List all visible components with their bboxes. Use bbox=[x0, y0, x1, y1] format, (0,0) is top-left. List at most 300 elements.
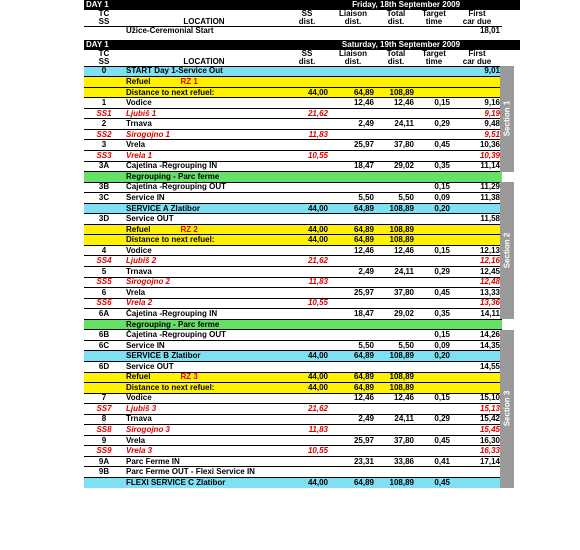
target-cell: 0,09 bbox=[416, 193, 452, 204]
location-cell: Sirogojno 1 bbox=[124, 129, 284, 140]
itinerary-row bbox=[84, 393, 520, 404]
total-cell bbox=[376, 298, 416, 309]
target-cell bbox=[416, 319, 452, 330]
target-cell: 0,20 bbox=[416, 351, 452, 362]
itinerary-row bbox=[84, 456, 520, 467]
total-cell bbox=[376, 256, 416, 267]
liaison-cell: 18,47 bbox=[330, 161, 376, 172]
liaison-cell: 64,89 bbox=[330, 351, 376, 362]
tc-cell: 6 bbox=[84, 288, 124, 299]
col-tc: TC bbox=[98, 49, 110, 58]
ss-dist-cell bbox=[284, 119, 330, 130]
target-cell bbox=[416, 235, 452, 246]
day-label: DAY 1 bbox=[84, 0, 124, 10]
col-first2: car due bbox=[462, 16, 492, 26]
total-cell bbox=[376, 361, 416, 372]
itinerary-row bbox=[84, 235, 520, 246]
location-cell: Sirogojno 2 bbox=[124, 277, 284, 288]
total-cell bbox=[376, 467, 416, 478]
total-cell: 37,80 bbox=[376, 435, 416, 446]
liaison-cell: 12,46 bbox=[330, 393, 376, 404]
tc-cell: SS9 bbox=[84, 446, 124, 457]
target-cell: 0,15 bbox=[416, 98, 452, 109]
ss-dist-cell: 44,00 bbox=[284, 477, 330, 487]
liaison-cell bbox=[330, 182, 376, 193]
location-cell: Parc Ferme OUT - Flexi Service IN bbox=[124, 467, 284, 478]
first-car-cell bbox=[452, 319, 502, 330]
ss-dist-cell bbox=[284, 77, 330, 88]
ss-dist-cell bbox=[284, 361, 330, 372]
liaison-cell bbox=[330, 77, 376, 88]
total-cell: 24,11 bbox=[376, 414, 416, 425]
liaison-cell: 23,31 bbox=[330, 456, 376, 467]
location-cell: Parc Ferme IN bbox=[124, 456, 284, 467]
tc-cell bbox=[84, 383, 124, 394]
itinerary-row bbox=[84, 404, 520, 415]
location-cell: Vodice bbox=[124, 98, 284, 109]
liaison-cell: 12,46 bbox=[330, 245, 376, 256]
itinerary-row bbox=[84, 108, 520, 119]
itinerary-row bbox=[84, 351, 520, 362]
section-marker bbox=[500, 330, 514, 488]
first-car-cell: 15,10 bbox=[452, 393, 502, 404]
location-cell: Regrouping - Parc ferme bbox=[124, 172, 284, 183]
location-cell: Čajetina -Regrouping IN bbox=[124, 161, 284, 172]
tc-cell: SS6 bbox=[84, 298, 124, 309]
total-cell bbox=[376, 172, 416, 183]
ss-dist-cell bbox=[284, 456, 330, 467]
ss-dist-cell: 11,83 bbox=[284, 277, 330, 288]
itinerary-row bbox=[84, 245, 520, 256]
total-cell bbox=[376, 108, 416, 119]
liaison-cell bbox=[330, 66, 376, 77]
itinerary-row bbox=[84, 98, 520, 109]
total-cell: 12,46 bbox=[376, 245, 416, 256]
itinerary-row bbox=[84, 129, 520, 140]
total-cell: 108,89 bbox=[376, 372, 416, 383]
tc-cell bbox=[84, 372, 124, 383]
ss-dist-cell: 21,62 bbox=[284, 256, 330, 267]
ss-dist-cell: 11,83 bbox=[284, 129, 330, 140]
liaison-cell bbox=[330, 256, 376, 267]
tc-cell bbox=[84, 319, 124, 330]
ss-dist-cell bbox=[284, 98, 330, 109]
tc-cell: 3C bbox=[84, 193, 124, 204]
itinerary-row bbox=[84, 77, 520, 88]
tc-cell: 1 bbox=[84, 98, 124, 109]
total-cell: 108,89 bbox=[376, 203, 416, 214]
itinerary-row bbox=[84, 214, 520, 225]
refuel-zone-label: RZ 2 bbox=[180, 224, 198, 234]
total-cell: 12,46 bbox=[376, 393, 416, 404]
day1-friday-table bbox=[84, 0, 520, 488]
location-cell: Distance to next refuel: bbox=[124, 383, 284, 394]
ss-dist-cell bbox=[284, 467, 330, 478]
total-cell bbox=[376, 277, 416, 288]
col-target2: time bbox=[425, 56, 443, 66]
target-cell bbox=[416, 256, 452, 267]
ceremonial-start-time: 18,01 bbox=[452, 26, 502, 36]
total-cell bbox=[376, 446, 416, 457]
itinerary-document bbox=[84, 0, 520, 488]
day-label: DAY 1 bbox=[84, 40, 124, 50]
day-date: Friday, 18th September 2009 bbox=[124, 0, 520, 10]
total-cell: 108,89 bbox=[376, 235, 416, 246]
tc-cell bbox=[84, 203, 124, 214]
target-cell bbox=[416, 129, 452, 140]
first-car-cell: 11,29 bbox=[452, 182, 502, 193]
tc-cell: 8 bbox=[84, 414, 124, 425]
tc-cell: 6B bbox=[84, 330, 124, 341]
location-cell: Čajetina -Regrouping IN bbox=[124, 309, 284, 320]
liaison-cell bbox=[330, 151, 376, 162]
col-liaison: Liaison bbox=[338, 9, 367, 18]
location-cell: Vrela 3 bbox=[124, 446, 284, 457]
location-cell: Vrela 1 bbox=[124, 151, 284, 162]
col-first: First bbox=[468, 9, 486, 18]
first-car-cell: 12,13 bbox=[452, 245, 502, 256]
total-cell: 12,46 bbox=[376, 98, 416, 109]
itinerary-rows bbox=[84, 66, 520, 487]
target-cell: 0,45 bbox=[416, 140, 452, 151]
ss-dist-cell bbox=[284, 435, 330, 446]
first-car-cell: 10,39 bbox=[452, 151, 502, 162]
liaison-cell bbox=[330, 467, 376, 478]
liaison-cell: 64,89 bbox=[330, 203, 376, 214]
total-cell: 37,80 bbox=[376, 140, 416, 151]
liaison-cell bbox=[330, 319, 376, 330]
first-car-cell bbox=[452, 87, 502, 98]
first-car-cell bbox=[452, 77, 502, 88]
itinerary-row bbox=[84, 372, 520, 383]
tc-cell: 5 bbox=[84, 267, 124, 278]
itinerary-row bbox=[84, 267, 520, 278]
tc-cell bbox=[84, 77, 124, 88]
liaison-cell bbox=[330, 129, 376, 140]
location-cell: Refuel RZ 2 bbox=[124, 224, 284, 235]
col-ss: SS bbox=[98, 16, 110, 26]
first-car-cell: 9,51 bbox=[452, 129, 502, 140]
location-cell: SERVICE B Zlatibor bbox=[124, 351, 284, 362]
total-cell: 24,11 bbox=[376, 119, 416, 130]
location-cell: Ljubiš 3 bbox=[124, 404, 284, 415]
liaison-cell bbox=[330, 108, 376, 119]
col-location: LOCATION bbox=[183, 56, 225, 66]
ss-dist-cell: 44,00 bbox=[284, 203, 330, 214]
total-cell bbox=[376, 66, 416, 77]
location-cell: Service OUT bbox=[124, 361, 284, 372]
location-cell: Refuel RZ 3 bbox=[124, 372, 284, 383]
target-cell bbox=[416, 446, 452, 457]
target-cell bbox=[416, 87, 452, 98]
itinerary-row bbox=[84, 203, 520, 214]
first-car-cell: 17,14 bbox=[452, 456, 502, 467]
first-car-cell: 10,36 bbox=[452, 140, 502, 151]
location-cell: Trnava bbox=[124, 267, 284, 278]
target-cell bbox=[416, 425, 452, 436]
location-cell: Čajetina -Regrouping OUT bbox=[124, 330, 284, 341]
section-marker bbox=[500, 182, 514, 319]
target-cell: 0,15 bbox=[416, 330, 452, 341]
tc-cell: SS1 bbox=[84, 108, 124, 119]
itinerary-row bbox=[84, 309, 520, 320]
total-cell: 5,50 bbox=[376, 340, 416, 351]
tc-cell: 9 bbox=[84, 435, 124, 446]
total-cell bbox=[376, 77, 416, 88]
ss-dist-cell bbox=[284, 140, 330, 151]
first-car-cell: 14,26 bbox=[452, 330, 502, 341]
first-car-cell: 13,36 bbox=[452, 298, 502, 309]
ss-dist-cell: 10,55 bbox=[284, 446, 330, 457]
itinerary-row bbox=[84, 477, 520, 487]
col-tc: TC bbox=[98, 9, 110, 18]
location-cell: Service IN bbox=[124, 340, 284, 351]
total-cell bbox=[376, 182, 416, 193]
total-cell: 108,89 bbox=[376, 224, 416, 235]
tc-cell: 6D bbox=[84, 361, 124, 372]
ss-dist-cell bbox=[284, 214, 330, 225]
first-car-cell: 12,16 bbox=[452, 256, 502, 267]
tc-cell: SS2 bbox=[84, 129, 124, 140]
liaison-cell: 64,89 bbox=[330, 477, 376, 487]
location-cell: Vrela bbox=[124, 435, 284, 446]
target-cell: 0,45 bbox=[416, 477, 452, 487]
liaison-cell: 25,97 bbox=[330, 288, 376, 299]
tc-cell: 9A bbox=[84, 456, 124, 467]
location-cell: Vrela bbox=[124, 140, 284, 151]
target-cell bbox=[416, 77, 452, 88]
total-cell: 24,11 bbox=[376, 267, 416, 278]
first-car-cell: 15,42 bbox=[452, 414, 502, 425]
target-cell: 0,29 bbox=[416, 267, 452, 278]
col-target2: time bbox=[425, 16, 443, 26]
tc-cell bbox=[84, 351, 124, 362]
tc-cell: 6A bbox=[84, 309, 124, 320]
target-cell bbox=[416, 383, 452, 394]
first-car-cell: 15,13 bbox=[452, 404, 502, 415]
col-total: Total bbox=[386, 9, 406, 18]
itinerary-row bbox=[84, 425, 520, 436]
liaison-cell: 2,49 bbox=[330, 414, 376, 425]
tc-cell: 6C bbox=[84, 340, 124, 351]
target-cell bbox=[416, 298, 452, 309]
location-cell: Ljubiš 2 bbox=[124, 256, 284, 267]
location-cell: START Day 1-Service Out bbox=[124, 66, 284, 77]
tc-cell: SS7 bbox=[84, 404, 124, 415]
total-cell: 33,86 bbox=[376, 456, 416, 467]
ss-dist-cell: 44,00 bbox=[284, 372, 330, 383]
location-cell: SERVICE A Zlatibor bbox=[124, 203, 284, 214]
tc-cell: 0 bbox=[84, 66, 124, 77]
location-cell: Ljubiš 1 bbox=[124, 108, 284, 119]
tc-cell bbox=[84, 224, 124, 235]
tc-cell: 7 bbox=[84, 393, 124, 404]
col-liaison2: dist. bbox=[344, 16, 362, 26]
first-car-cell: 9,01 bbox=[452, 66, 502, 77]
total-cell: 29,02 bbox=[376, 161, 416, 172]
total-cell bbox=[376, 404, 416, 415]
itinerary-row bbox=[84, 66, 520, 77]
col-ss-dist: SS bbox=[301, 9, 313, 18]
ss-dist-cell bbox=[284, 182, 330, 193]
first-car-cell bbox=[452, 467, 502, 478]
first-car-cell bbox=[452, 383, 502, 394]
first-car-cell: 9,19 bbox=[452, 108, 502, 119]
tc-cell: SS3 bbox=[84, 151, 124, 162]
col-first2: car due bbox=[462, 56, 492, 66]
ss-dist-cell: 11,83 bbox=[284, 425, 330, 436]
first-car-cell bbox=[452, 203, 502, 214]
ss-dist-cell bbox=[284, 161, 330, 172]
target-cell bbox=[416, 404, 452, 415]
target-cell bbox=[416, 372, 452, 383]
ss-dist-cell bbox=[284, 288, 330, 299]
tc-cell: 3A bbox=[84, 161, 124, 172]
ss-dist-cell bbox=[284, 414, 330, 425]
total-cell: 108,89 bbox=[376, 351, 416, 362]
first-car-cell: 11,38 bbox=[452, 193, 502, 204]
col-target: Target bbox=[422, 49, 446, 58]
itinerary-row bbox=[84, 446, 520, 457]
location-cell: FLEXI SERVICE C Zlatibor bbox=[124, 477, 284, 487]
first-car-cell: 14,55 bbox=[452, 361, 502, 372]
col-total2: dist. bbox=[387, 56, 405, 66]
liaison-cell bbox=[330, 172, 376, 183]
tc-cell: SS5 bbox=[84, 277, 124, 288]
col-ss-dist: SS bbox=[301, 49, 313, 58]
liaison-cell: 25,97 bbox=[330, 435, 376, 446]
first-car-cell bbox=[452, 172, 502, 183]
itinerary-row bbox=[84, 140, 520, 151]
total-cell: 108,89 bbox=[376, 87, 416, 98]
section-label: Section 3 bbox=[502, 390, 512, 427]
itinerary-row bbox=[84, 87, 520, 98]
total-cell bbox=[376, 151, 416, 162]
target-cell: 0,35 bbox=[416, 161, 452, 172]
first-car-cell bbox=[452, 235, 502, 246]
first-car-cell: 11,58 bbox=[452, 214, 502, 225]
ss-dist-cell: 10,55 bbox=[284, 151, 330, 162]
liaison-cell: 64,89 bbox=[330, 383, 376, 394]
ss-dist-cell: 10,55 bbox=[284, 298, 330, 309]
first-car-cell bbox=[452, 477, 502, 487]
liaison-cell bbox=[330, 330, 376, 341]
itinerary-row bbox=[84, 467, 520, 478]
location-cell: Vodice bbox=[124, 245, 284, 256]
first-car-cell: 13,33 bbox=[452, 288, 502, 299]
target-cell: 0,35 bbox=[416, 309, 452, 320]
col-target: Target bbox=[422, 9, 446, 18]
target-cell bbox=[416, 361, 452, 372]
total-cell: 29,02 bbox=[376, 309, 416, 320]
target-cell: 0,45 bbox=[416, 435, 452, 446]
ss-dist-cell: 44,00 bbox=[284, 351, 330, 362]
itinerary-row bbox=[84, 224, 520, 235]
itinerary-row bbox=[84, 277, 520, 288]
tc-cell: 2 bbox=[84, 119, 124, 130]
location-cell: Vrela bbox=[124, 288, 284, 299]
col-first: First bbox=[468, 49, 486, 58]
total-cell: 37,80 bbox=[376, 288, 416, 299]
liaison-cell bbox=[330, 298, 376, 309]
col-total: Total bbox=[386, 49, 406, 58]
target-cell bbox=[416, 151, 452, 162]
itinerary-row bbox=[84, 330, 520, 341]
ss-dist-cell bbox=[284, 319, 330, 330]
itinerary-row bbox=[84, 172, 520, 183]
itinerary-row bbox=[84, 414, 520, 425]
ss-dist-cell bbox=[284, 245, 330, 256]
ss-dist-cell: 44,00 bbox=[284, 87, 330, 98]
liaison-cell: 64,89 bbox=[330, 235, 376, 246]
target-cell bbox=[416, 214, 452, 225]
day-date: Saturday, 19th September 2009 bbox=[124, 40, 520, 50]
liaison-cell bbox=[330, 446, 376, 457]
tc-cell: 3B bbox=[84, 182, 124, 193]
first-car-cell: 14,35 bbox=[452, 340, 502, 351]
first-car-cell bbox=[452, 372, 502, 383]
itinerary-row bbox=[84, 298, 520, 309]
itinerary-row bbox=[84, 319, 520, 330]
total-cell bbox=[376, 129, 416, 140]
col-ss: SS bbox=[98, 56, 110, 66]
target-cell: 0,15 bbox=[416, 245, 452, 256]
target-cell: 0,29 bbox=[416, 414, 452, 425]
tc-cell: 9B bbox=[84, 467, 124, 478]
target-cell bbox=[416, 66, 452, 77]
location-cell: Service IN bbox=[124, 193, 284, 204]
tc-cell: 3D bbox=[84, 214, 124, 225]
location-cell: Trnava bbox=[124, 414, 284, 425]
ss-dist-cell: 21,62 bbox=[284, 108, 330, 119]
ceremonial-start-location: Užice-Ceremonial Start bbox=[124, 26, 284, 36]
liaison-cell bbox=[330, 404, 376, 415]
section-label: Section 1 bbox=[502, 101, 512, 137]
liaison-cell bbox=[330, 425, 376, 436]
liaison-cell: 2,49 bbox=[330, 267, 376, 278]
itinerary-row bbox=[84, 256, 520, 267]
col-ss-dist2: dist. bbox=[298, 16, 316, 26]
itinerary-row bbox=[84, 383, 520, 394]
liaison-cell: 5,50 bbox=[330, 193, 376, 204]
tc-cell bbox=[84, 172, 124, 183]
ss-dist-cell bbox=[284, 267, 330, 278]
liaison-cell: 2,49 bbox=[330, 119, 376, 130]
itinerary-row bbox=[84, 435, 520, 446]
ss-dist-cell bbox=[284, 193, 330, 204]
first-car-cell: 9,16 bbox=[452, 98, 502, 109]
location-cell: Sirogojno 3 bbox=[124, 425, 284, 436]
col-liaison: Liaison bbox=[338, 49, 367, 58]
first-car-cell: 16,33 bbox=[452, 446, 502, 457]
itinerary-row bbox=[84, 361, 520, 372]
location-cell: Service OUT bbox=[124, 214, 284, 225]
liaison-cell: 12,46 bbox=[330, 98, 376, 109]
first-car-cell: 11,14 bbox=[452, 161, 502, 172]
location-cell: Distance to next refuel: bbox=[124, 235, 284, 246]
location-cell: Distance to next refuel: bbox=[124, 87, 284, 98]
ss-dist-cell: 21,62 bbox=[284, 404, 330, 415]
tc-cell: 3 bbox=[84, 140, 124, 151]
liaison-cell: 64,89 bbox=[330, 372, 376, 383]
target-cell bbox=[416, 467, 452, 478]
refuel-zone-label: RZ 1 bbox=[180, 76, 198, 86]
first-car-cell: 16,30 bbox=[452, 435, 502, 446]
liaison-cell: 64,89 bbox=[330, 224, 376, 235]
itinerary-row bbox=[84, 193, 520, 204]
total-cell: 108,89 bbox=[376, 383, 416, 394]
tc-cell bbox=[84, 235, 124, 246]
